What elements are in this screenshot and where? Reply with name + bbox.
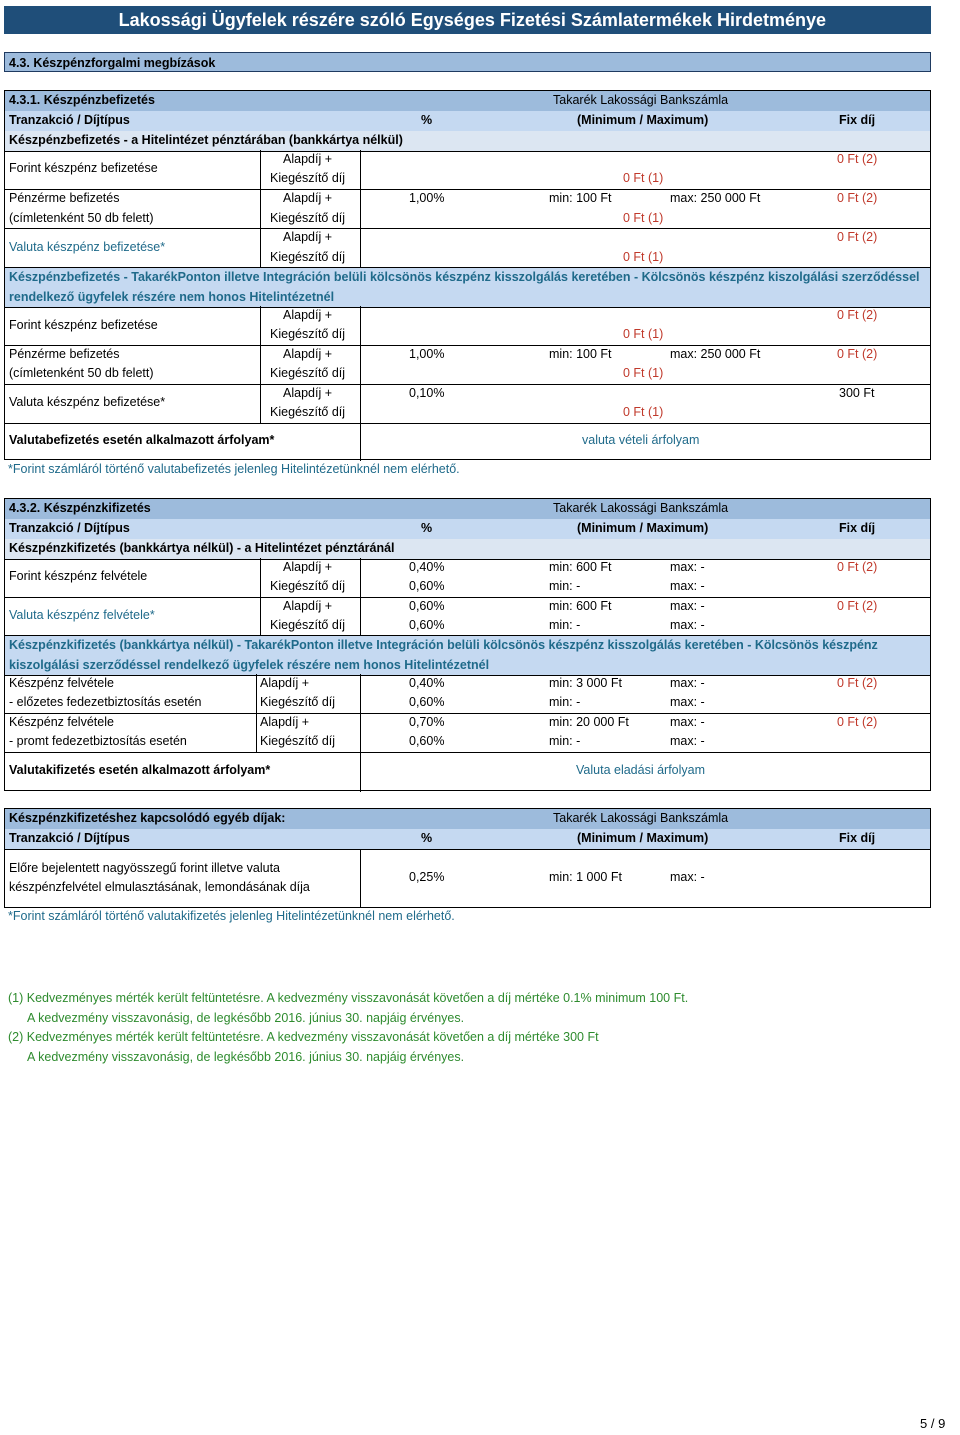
min-value: min: 1 000 Ft bbox=[549, 870, 622, 884]
fix-fee: 0 Ft (2) bbox=[837, 676, 878, 690]
subsection-row bbox=[5, 131, 930, 152]
base-fee-label: Alapdíj + bbox=[283, 230, 332, 244]
page-banner: Lakossági Ügyfelek részére szóló Egységes Fizetési Számlatermékek Hirdetménye bbox=[4, 6, 931, 34]
extra-fee-label: Kiegészítő díj bbox=[270, 327, 346, 341]
percent-value: 1,00% bbox=[409, 191, 445, 205]
row-label-sub: - promt fedezetbiztosítás esetén bbox=[9, 734, 187, 748]
min-value: min: 100 Ft bbox=[549, 347, 612, 361]
fix-fee: 0 Ft (2) bbox=[837, 599, 878, 613]
fix-fee: 0 Ft (2) bbox=[837, 347, 878, 361]
min-value: min: 3 000 Ft bbox=[549, 676, 622, 690]
row-label: Forint készpénz befizetése bbox=[9, 318, 158, 332]
max-value: max: - bbox=[670, 618, 705, 632]
column-header-row bbox=[5, 111, 930, 132]
subsection-title: Készpénzbefizetés - TakarékPonton illetve Integráción belüli kölcsönös készpénz kisszolgálás keretében - Kölcsönös készpénz kiszolgálási szerződéssel rendelkező ügyfelek részére nem honos Hitelintézetnél bbox=[9, 270, 920, 304]
footnote: *Forint számláról történő valutakifizetés jelenleg Hitelintézetünknél nem elérhető. bbox=[8, 909, 455, 923]
base-fee-label: Alapdíj + bbox=[283, 560, 332, 574]
other-fees-table bbox=[4, 808, 931, 908]
max-value: max: - bbox=[670, 560, 705, 574]
percent-value: 0,10% bbox=[409, 386, 445, 400]
row-label: Készpénz felvétele bbox=[9, 715, 114, 729]
base-fee-label: Alapdíj + bbox=[283, 386, 332, 400]
subsection-title: Készpénzkifizetés (bankkártya nélkül) - a Hitelintézet pénztáránál bbox=[9, 541, 395, 555]
col-pct: % bbox=[421, 521, 433, 535]
col-pct: % bbox=[421, 113, 433, 127]
fx-rate-value: Valuta eladási árfolyam bbox=[576, 763, 706, 777]
percent-value: 0,40% bbox=[409, 560, 445, 574]
account-name: Takarék Lakossági Bankszámla bbox=[553, 811, 729, 825]
extra-fee: 0 Ft (1) bbox=[623, 405, 664, 419]
percent-value: 0,60% bbox=[409, 579, 445, 593]
percent-value: 1,00% bbox=[409, 347, 445, 361]
fx-rate-value: valuta vételi árfolyam bbox=[582, 433, 700, 447]
column-header-row bbox=[5, 829, 930, 850]
percent-value: 0,60% bbox=[409, 599, 445, 613]
note-2-validity: A kedvezmény visszavonásig, de legkésőbb 2016. június 30. napjáig érvényes. bbox=[27, 1050, 465, 1064]
max-value: max: - bbox=[670, 599, 705, 613]
row-label: Pénzérme befizetés bbox=[9, 347, 120, 361]
col-pct: % bbox=[421, 831, 433, 845]
base-fee-label: Alapdíj + bbox=[260, 715, 309, 729]
account-name: Takarék Lakossági Bankszámla bbox=[553, 93, 729, 107]
min-value: min: - bbox=[549, 695, 581, 709]
fix-fee: 0 Ft (2) bbox=[837, 715, 878, 729]
percent-value: 0,40% bbox=[409, 676, 445, 690]
note-1-validity: A kedvezmény visszavonásig, de legkésőbb 2016. június 30. napjáig érvényes. bbox=[27, 1011, 465, 1025]
base-fee-label: Alapdíj + bbox=[283, 152, 332, 166]
col-type: Tranzakció / Díjtípus bbox=[9, 831, 130, 845]
fix-fee: 300 Ft bbox=[839, 386, 875, 400]
fx-rate-label: Valutabefizetés esetén alkalmazott árfolyam* bbox=[9, 433, 275, 447]
percent-value: 0,70% bbox=[409, 715, 445, 729]
subsection-row bbox=[5, 267, 930, 308]
row-label: Pénzérme befizetés bbox=[9, 191, 120, 205]
subsection-row bbox=[5, 539, 930, 560]
max-value: max: 250 000 Ft bbox=[670, 347, 761, 361]
extra-fee: 0 Ft (1) bbox=[623, 211, 664, 225]
cash-withdrawal-table bbox=[4, 498, 931, 791]
extra-fee: 0 Ft (1) bbox=[623, 366, 664, 380]
table-title: Készpénzkifizetéshez kapcsolódó egyéb díjak: bbox=[9, 811, 286, 825]
col-type: Tranzakció / Díjtípus bbox=[9, 113, 130, 127]
fix-fee: 0 Ft (2) bbox=[837, 308, 878, 322]
col-type: Tranzakció / Díjtípus bbox=[9, 521, 130, 535]
row-label: Forint készpénz befizetése bbox=[9, 161, 158, 175]
column-header-row bbox=[5, 519, 930, 540]
note-2: (2) Kedvezményes mérték került feltüntetésre. A kedvezmény visszavonását követően a díj mértéke 300 Ft bbox=[8, 1030, 599, 1044]
col-minmax: (Minimum / Maximum) bbox=[577, 521, 709, 535]
percent-value: 0,60% bbox=[409, 695, 445, 709]
min-value: min: 600 Ft bbox=[549, 599, 612, 613]
max-value: max: - bbox=[670, 870, 705, 884]
min-value: min: - bbox=[549, 579, 581, 593]
table-title-row bbox=[5, 499, 930, 520]
cash-deposit-table bbox=[4, 90, 931, 460]
col-minmax: (Minimum / Maximum) bbox=[577, 113, 709, 127]
percent-value: 0,60% bbox=[409, 618, 445, 632]
row-label-sub: készpénzfelvétel elmulasztásának, lemondásának díja bbox=[9, 880, 310, 894]
fix-fee: 0 Ft (2) bbox=[837, 191, 878, 205]
extra-fee-label: Kiegészítő díj bbox=[270, 250, 346, 264]
extra-fee-label: Kiegészítő díj bbox=[260, 695, 336, 709]
extra-fee: 0 Ft (1) bbox=[623, 171, 664, 185]
row-label: Valuta készpénz felvétele* bbox=[9, 608, 155, 622]
extra-fee-label: Kiegészítő díj bbox=[270, 579, 346, 593]
extra-fee: 0 Ft (1) bbox=[623, 327, 664, 341]
max-value: max: 250 000 Ft bbox=[670, 191, 761, 205]
max-value: max: - bbox=[670, 579, 705, 593]
min-value: min: - bbox=[549, 618, 581, 632]
row-label: Valuta készpénz befizetése* bbox=[9, 395, 166, 409]
fix-fee: 0 Ft (2) bbox=[837, 560, 878, 574]
row-label: Előre bejelentett nagyösszegű forint illetve valuta bbox=[9, 861, 280, 875]
row-label-sub: (címletenként 50 db felett) bbox=[9, 366, 154, 380]
base-fee-label: Alapdíj + bbox=[283, 347, 332, 361]
max-value: max: - bbox=[670, 676, 705, 690]
base-fee-label: Alapdíj + bbox=[260, 676, 309, 690]
section-heading: 4.3. Készpénzforgalmi megbízások bbox=[4, 52, 931, 72]
row-label: Forint készpénz felvétele bbox=[9, 569, 148, 583]
extra-fee-label: Kiegészítő díj bbox=[270, 405, 346, 419]
row-label-sub: (címletenként 50 db felett) bbox=[9, 211, 154, 225]
footnote: *Forint számláról történő valutabefizetés jelenleg Hitelintézetünknél nem elérhető. bbox=[8, 462, 460, 476]
note-1: (1) Kedvezményes mérték került feltüntetésre. A kedvezmény visszavonását követően a díj mértéke 0.1% minimum 100 Ft. bbox=[8, 991, 689, 1005]
base-fee-label: Alapdíj + bbox=[283, 191, 332, 205]
min-value: min: - bbox=[549, 734, 581, 748]
subsection-title: Készpénzbefizetés - a Hitelintézet pénztárában (bankkártya nélkül) bbox=[9, 133, 403, 147]
extra-fee-label: Kiegészítő díj bbox=[270, 618, 346, 632]
page-number: 5 / 9 bbox=[920, 1416, 946, 1431]
row-label: Valuta készpénz befizetése* bbox=[9, 240, 166, 254]
col-fix: Fix díj bbox=[839, 113, 876, 127]
max-value: max: - bbox=[670, 695, 705, 709]
percent-value: 0,60% bbox=[409, 734, 445, 748]
fx-rate-label: Valutakifizetés esetén alkalmazott árfolyam* bbox=[9, 763, 271, 777]
subsection-row bbox=[5, 635, 930, 676]
percent-value: 0,25% bbox=[409, 870, 445, 884]
col-minmax: (Minimum / Maximum) bbox=[577, 831, 709, 845]
table-title: 4.3.1. Készpénzbefizetés bbox=[9, 93, 155, 107]
max-value: max: - bbox=[670, 734, 705, 748]
min-value: min: 600 Ft bbox=[549, 560, 612, 574]
col-fix: Fix díj bbox=[839, 521, 876, 535]
row-label: Készpénz felvétele bbox=[9, 676, 114, 690]
table-title: 4.3.2. Készpénzkifizetés bbox=[9, 501, 151, 515]
extra-fee-label: Kiegészítő díj bbox=[260, 734, 336, 748]
base-fee-label: Alapdíj + bbox=[283, 308, 332, 322]
base-fee-label: Alapdíj + bbox=[283, 599, 332, 613]
table-title-row bbox=[5, 91, 930, 112]
extra-fee-label: Kiegészítő díj bbox=[270, 211, 346, 225]
extra-fee-label: Kiegészítő díj bbox=[270, 366, 346, 380]
account-name: Takarék Lakossági Bankszámla bbox=[553, 501, 729, 515]
fix-fee: 0 Ft (2) bbox=[837, 230, 878, 244]
max-value: max: - bbox=[670, 715, 705, 729]
col-fix: Fix díj bbox=[839, 831, 876, 845]
extra-fee: 0 Ft (1) bbox=[623, 250, 664, 264]
row-label-sub: - előzetes fedezetbiztosítás esetén bbox=[9, 695, 202, 709]
table-title-row bbox=[5, 809, 930, 830]
min-value: min: 20 000 Ft bbox=[549, 715, 629, 729]
subsection-title: Készpénzkifizetés (bankkártya nélkül) - TakarékPonton illetve Integráción belüli kölcsönös készpénz kisszolgálás keretében - Kölcsönös készpénz kiszolgálási szerződéssel rendelkező ügyfelek részére nem honos Hitelintézetnél bbox=[9, 638, 878, 672]
min-value: min: 100 Ft bbox=[549, 191, 612, 205]
extra-fee-label: Kiegészítő díj bbox=[270, 171, 346, 185]
fix-fee: 0 Ft (2) bbox=[837, 152, 878, 166]
